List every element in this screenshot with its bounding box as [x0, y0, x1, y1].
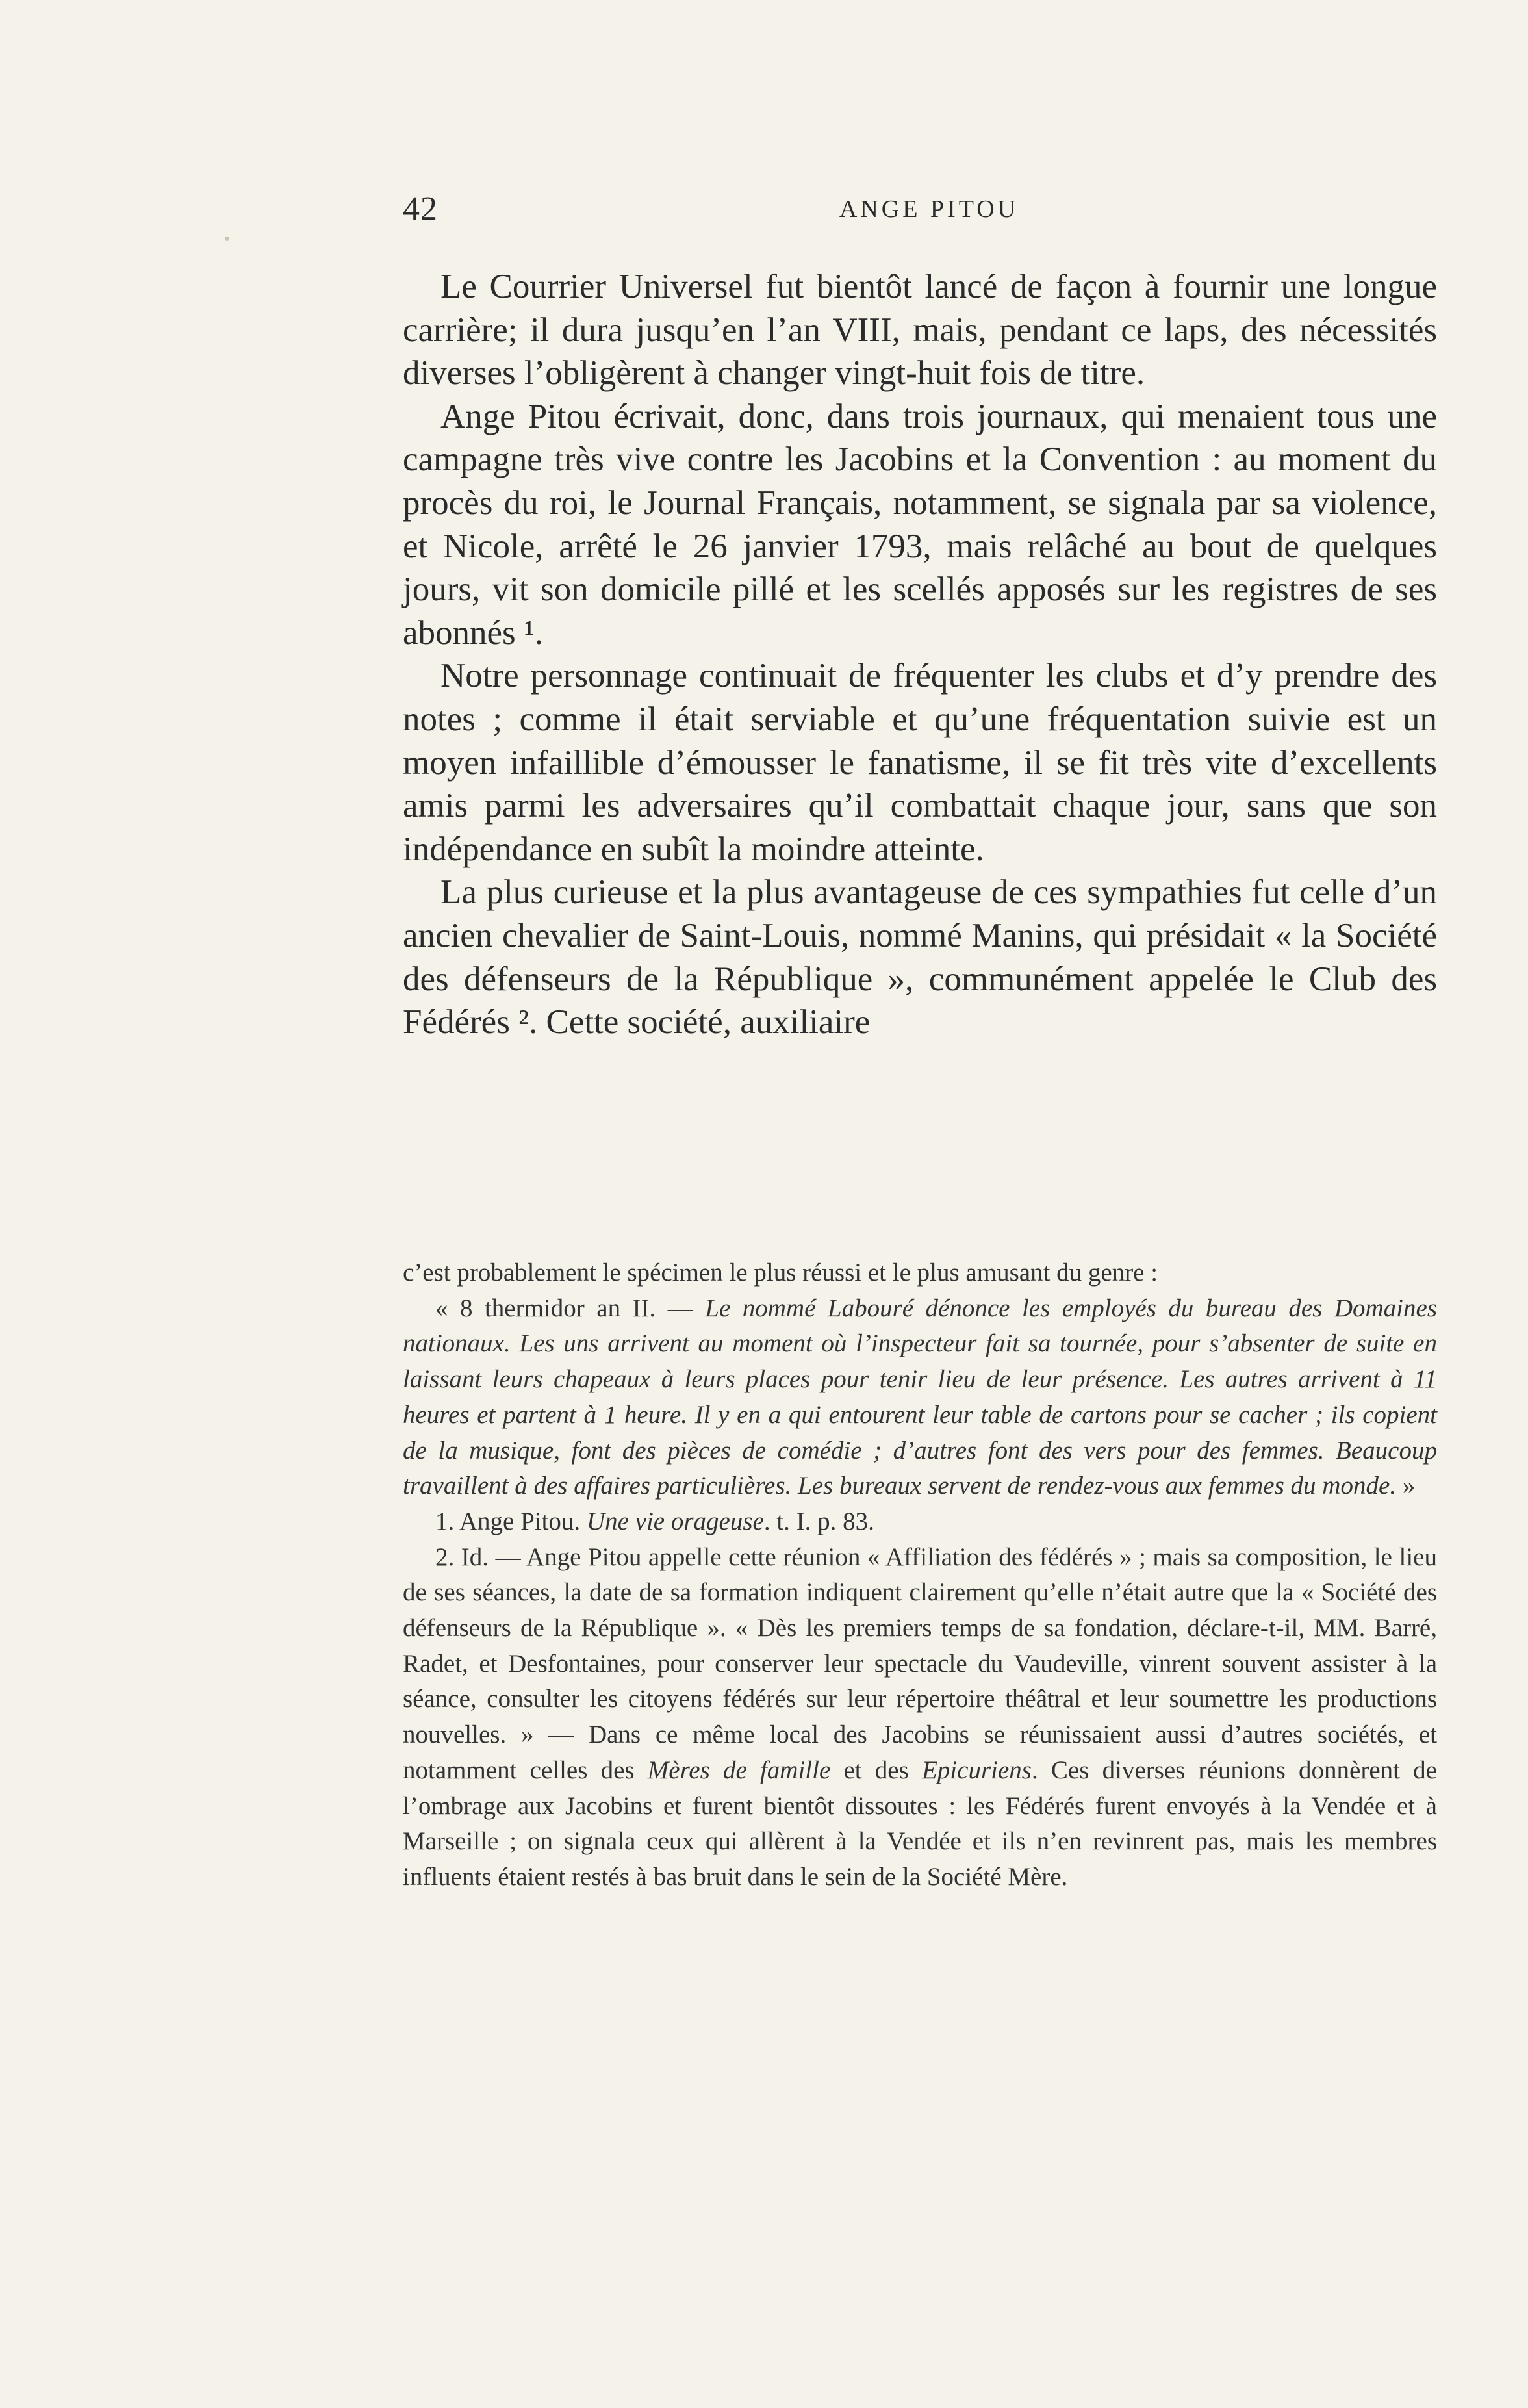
running-title: ANGE PITOU: [839, 196, 1019, 223]
page-speck: [225, 237, 229, 241]
footnote-2-part1: 2. Id. — Ange Pitou appelle cette réunion « Affiliation des fédérés » ; mais sa composition, le lieu de ses séances, la date de sa formation indiquent clairement qu’elle n’était autre que la « Société des défenseurs de la République ». « Dès les premiers temps de sa fondation, déclare-t-il, MM. Barré, Radet, et Desfontaines, pour conserver leur spectacle du Vaudeville, vinrent souvent assister à la séance, consulter les citoyens fédérés sur leur répertoire théâtral et leur soumettre les productions nouvelles. » — Dans ce même local des Jacobins se réunissaient aussi d’autres sociétés, et notamment celles des: [403, 1543, 1437, 1784]
quote-close: »: [1396, 1472, 1416, 1500]
footnote-1-title: Une vie orageuse: [586, 1507, 764, 1535]
footnote-2: [403, 1540, 1437, 1895]
footnote-2-part2: et des: [830, 1756, 922, 1784]
footnote-1-prefix: 1. Ange Pitou.: [435, 1507, 587, 1535]
footnote-2-italic2: Epicuriens: [921, 1756, 1032, 1784]
footnote-continuation: c’est probablement le spécimen le plus réussi et le plus amusant du genre :: [403, 1259, 1158, 1287]
footnotes: [403, 1255, 1437, 1895]
footnote-quote: [403, 1291, 1437, 1504]
paragraph: Le Courrier Universel fut bientôt lancé de façon à fournir une longue carrière; il dura jusqu’en l’an VIII, mais, pendant ce laps, des nécessités diverses l’obligèrent à changer vingt-huit fois de titre.: [403, 268, 1437, 392]
paragraph: Ange Pitou écrivait, donc, dans trois journaux, qui menaient tous une campagne très vive contre les Jacobins et la Convention : au moment du procès du roi, le Journal Français, notamment, se signala par sa violence, et Nicole, arrêté le 26 janvier 1793, mais relâché au bout de quelques jours, vit son domicile pillé et les scellés apposés sur les registres de ses abonnés ¹.: [403, 397, 1437, 652]
paragraph: Notre personnage continuait de fréquenter les clubs et d’y prendre des notes ; comme il était serviable et qu’une fréquentation suivie est un moyen infaillible d’émousser le fanatisme, il se fit très vite d’excellents amis parmi les adversaires qu’il combattait chaque jour, sans que son indépendance en subît la moindre atteinte.: [403, 657, 1437, 868]
page-header: [403, 190, 1455, 242]
quote-text: Le nommé Labouré dénonce les employés du bureau des Domaines nationaux. Les uns arrivent au moment où l’inspecteur fait sa tournée, pour s’absenter de suite en laissant leurs chapeaux à leurs places pour tenir lieu de leur présence. Les autres arrivent à 11 heures et partent à 1 heure. Il y en a qui entourent leur table de cartons pour se cacher ; ils copient de la musique, font des pièces de comédie ; d’autres font des vers pour des femmes. Beaucoup travaillent à des affaires particulières. Les bureaux servent de rendez-vous aux femmes du monde.: [403, 1294, 1438, 1500]
main-text: [403, 265, 1437, 1044]
paragraph: La plus curieuse et la plus avantageuse de ces sympathies fut celle d’un ancien chevalier de Saint-Louis, nommé Manins, qui présidait « la Société des défenseurs de la République », communément appelée le Club des Fédérés ². Cette société, auxiliaire: [403, 873, 1437, 1042]
quote-lead: « 8 thermidor an II. —: [435, 1294, 706, 1322]
footnote-2-part3: . Ces diverses réunions donnèrent de l’ombrage aux Jacobins et furent bientôt dissoutes : les Fédérés furent envoyés à la Vendée et à Marseille ; on signala ceux qui allèrent à la Vendée et ils n’en revinrent pas, mais les membres influents étaient restés à bas bruit dans le sein de la Société Mère.: [403, 1756, 1437, 1891]
footnote-2-italic1: Mères de famille: [647, 1756, 831, 1784]
page-number: 42: [403, 190, 438, 227]
footnote-1-suffix: . t. I. p. 83.: [763, 1507, 874, 1535]
footnote-1: [403, 1504, 1437, 1540]
